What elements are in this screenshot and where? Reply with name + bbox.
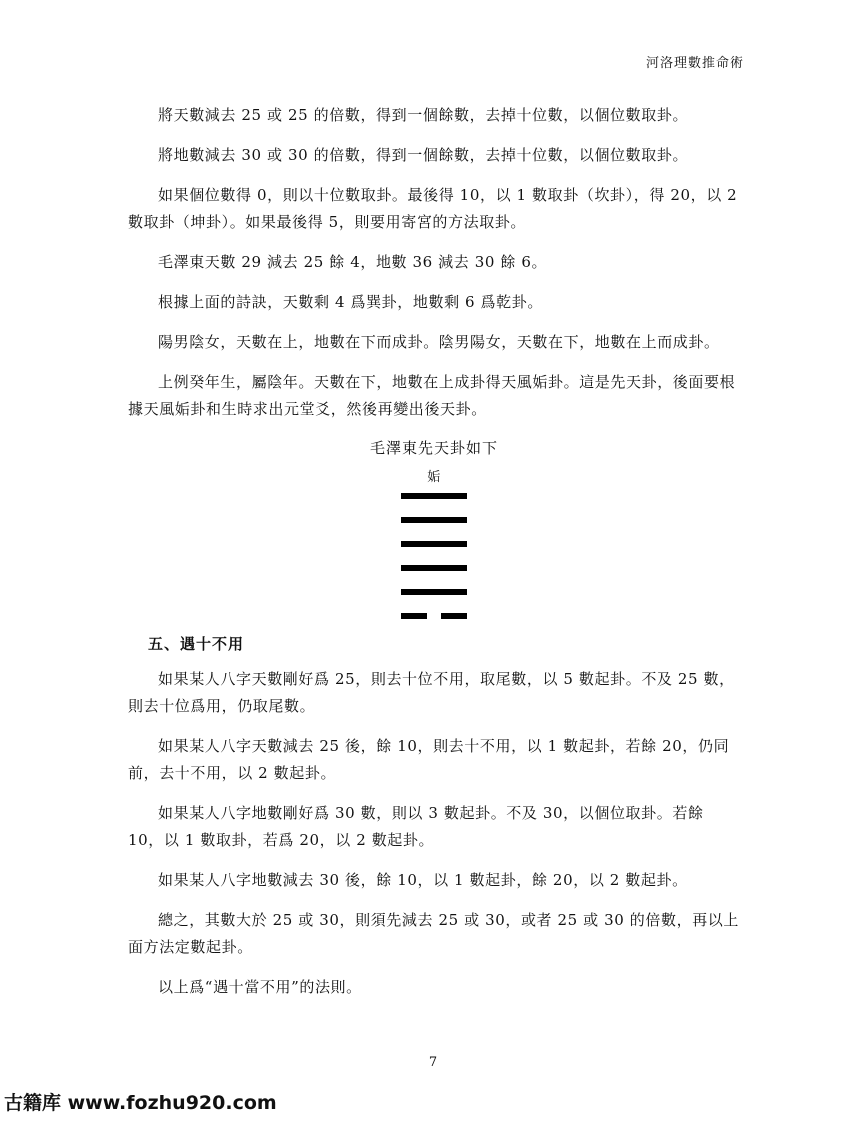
paragraph: 將地數減去 30 或 30 的倍數，得到一個餘數，去掉十位數，以個位數取卦。 bbox=[158, 146, 689, 164]
page-number: 7 bbox=[428, 1055, 438, 1070]
figure-caption: 毛澤東先天卦如下 bbox=[369, 439, 498, 457]
paragraph: 毛澤東天數 29 減去 25 餘 4，地數 36 減去 30 餘 6。 bbox=[158, 253, 548, 271]
section-title: 五、遇十不用 bbox=[148, 635, 245, 653]
hexagram-line-segment bbox=[401, 613, 427, 619]
paragraph: 總之，其數大於 25 或 30，則須先減去 25 或 30，或者 25 或 30 的倍數，再以上面方法定數起卦。 bbox=[128, 911, 740, 956]
hexagram-line-segment bbox=[401, 589, 467, 595]
hexagram-line-segment bbox=[441, 613, 467, 619]
paragraph: 將天數減去 25 或 25 的倍數，得到一個餘數，去掉十位數，以個位數取卦。 bbox=[158, 106, 689, 124]
hexagram-line-segment bbox=[401, 565, 467, 571]
paragraph: 如果某人八字地數剛好爲 30 數，則以 3 數起卦。不及 30，以個位取卦。若餘 10，以 1 數取卦，若爲 20，以 2 數起卦。 bbox=[128, 804, 704, 849]
site-watermark: 古籍库 www.fozhu920.com bbox=[4, 1092, 277, 1114]
hexagram-line-segment bbox=[401, 517, 467, 523]
hexagram-yang-line bbox=[401, 565, 467, 571]
running-header: 河洛理數推命術 bbox=[645, 56, 744, 71]
paragraph: 以上爲“遇十當不用”的法則。 bbox=[158, 978, 362, 996]
paragraph: 陽男陰女，天數在上，地數在下而成卦。陰男陽女，天數在下，地數在上而成卦。 bbox=[158, 333, 720, 351]
paragraph: 如果某人八字天數剛好爲 25，則去十位不用，取尾數，以 5 數起卦。不及 25 數，則去十位爲用，仍取尾數。 bbox=[128, 670, 735, 715]
page-body bbox=[128, 102, 740, 1001]
hexagram-line-segment bbox=[401, 541, 467, 547]
paragraph: 根據上面的詩訣，天數剩 4 爲巽卦，地數剩 6 爲乾卦。 bbox=[158, 293, 543, 311]
hexagram-gou bbox=[401, 493, 467, 619]
paragraph: 如果某人八字地數減去 30 後，餘 10，以 1 數起卦，餘 20，以 2 數起卦。 bbox=[158, 871, 688, 889]
hexagram-name: 姤 bbox=[427, 470, 441, 485]
hexagram-yang-line bbox=[401, 517, 467, 523]
paragraph: 上例癸年生，屬陰年。天數在下，地數在上成卦得天風姤卦。這是先天卦，後面要根據天風姤卦和生時求出元堂爻，然後再變出後天卦。 bbox=[128, 373, 736, 418]
hexagram-yang-line bbox=[401, 541, 467, 547]
paragraph: 如果個位數得 0，則以十位數取卦。最後得 10，以 1 數取卦（坎卦），得 20，以 2 數取卦（坤卦）。如果最後得 5，則要用寄宮的方法取卦。 bbox=[128, 186, 738, 231]
hexagram-yin-line bbox=[401, 613, 467, 619]
hexagram-yang-line bbox=[401, 493, 467, 499]
hexagram-yang-line bbox=[401, 589, 467, 595]
paragraph: 如果某人八字天數減去 25 後，餘 10，則去十不用，以 1 數起卦，若餘 20，仍同前，去十不用，以 2 數起卦。 bbox=[128, 737, 730, 782]
hexagram-line-segment bbox=[401, 493, 467, 499]
